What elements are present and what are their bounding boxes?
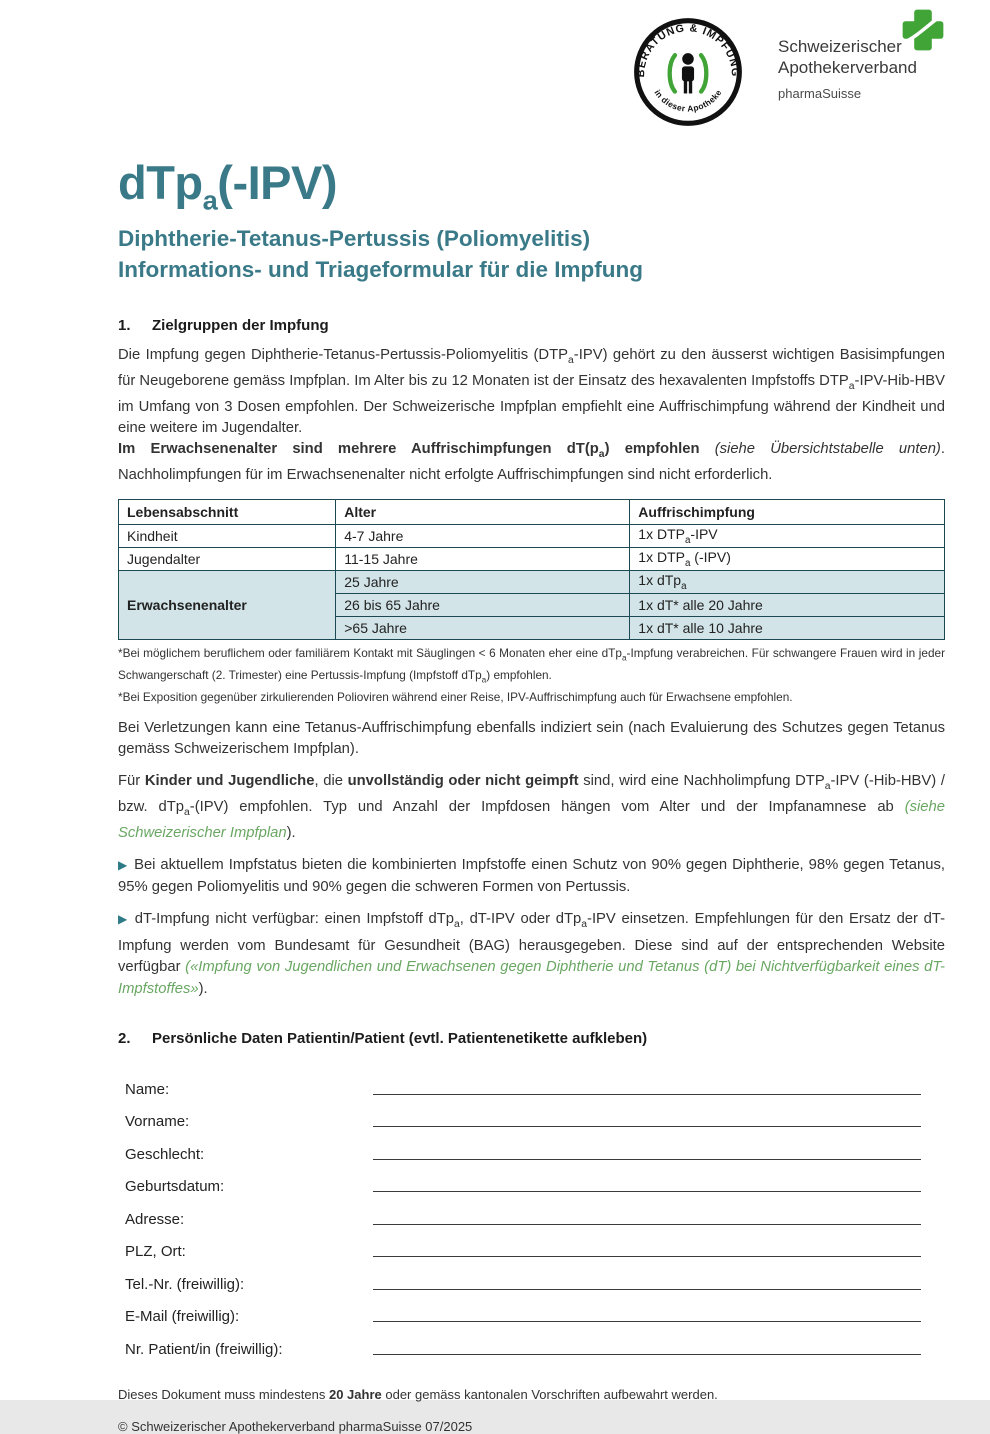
copyright-line: © Schweizerischer Apothekerverband pharmaSuisse 07/2025 [118,1418,473,1434]
form-field-email [118,1295,945,1328]
bullet-schutzwirkung [118,855,945,898]
field-label-adresse: Adresse: [125,1210,185,1228]
field-label-plz-ort: PLZ, Ort: [125,1243,186,1261]
field-label-email: E-Mail (freiwillig): [125,1308,240,1326]
section1-number: 1. [118,317,131,335]
bullet-schutzwirkung-text: Bei aktuellem Impfstatus bieten die kombinierten Impfstoffe einen Schutz von 90% gegen Diphtherie, 98% gegen Tetanus, 95% gegen Poliomyelitis und 90% gegen die schweren Formen von Pertussis. [118,857,945,895]
footnote-polio: *Bei Exposition gegenüber zirkulierenden Polioviren während einer Reise, IPV-Auffrischimpfung auch für Erwachsene empfohlen. [118,689,793,704]
form-field-patientennummer [118,1327,945,1360]
stamp-top-text: BERATUNG & IMPFUNG [634,22,742,78]
bullet-dt-ersatz-text: dT-Impfung nicht verfügbar: einen Impfstoff dTp$_a$, dT-IPV oder dTp$_a$-IPV einsetzen. Empfehlungen für den Ersatz der dT-Impfung werden vom Bundesamt für Gesundheit (BAG) herausgegeben. Diese sind auf der entsprechenden Website verfügbar («Impfung von Jugendlichen und Erwachsenen gegen Diphtherie und Tetanus (dT) bei Nichtverfügbarkeit eines dT-Impfstoffes»). [118,911,945,997]
org-name-line3: pharmaSuisse [778,85,862,101]
field-input-line-geschlecht[interactable] [373,1158,921,1160]
table-row-kindheit [119,525,945,548]
booster-schedule-table [118,499,945,640]
org-name-line1: Schweizerischer [778,37,902,56]
paragraph-verletzungen: Bei Verletzungen kann eine Tetanus-Auffrischimpfung ebenfalls indiziert sein (nach Evaluierung des Schutzes gegen Tetanus gemäss Schweizerischem Impfplan). [118,720,945,758]
bullet-dt-ersatz [118,909,945,1000]
arrow-bullet-icon: ▶ [118,858,129,873]
form-field-name [118,1067,945,1100]
section2-heading [118,1030,945,1047]
section2-number: 2. [118,1030,131,1048]
field-input-line-telefon[interactable] [373,1288,921,1290]
field-label-name: Name: [125,1080,170,1098]
field-input-line-plz-ort[interactable] [373,1255,921,1257]
field-label-telefon: Tel.-Nr. (freiwillig): [125,1275,245,1293]
cell-alter: 26 bis 65 Jahre [336,594,630,617]
table-footnotes [118,645,945,705]
arrow-bullet-icon: ▶ [118,912,129,927]
subtitle-disease: Diphtherie-Tetanus-Pertussis (Poliomyelitis) [118,226,591,252]
cell-lebensabschnitt: Kindheit [119,525,336,548]
table-row-jugendalter [119,548,945,571]
field-input-line-vorname[interactable] [373,1125,921,1127]
field-input-line-email[interactable] [373,1320,921,1322]
page-title: dTp$_a$(-IPV) [118,156,338,216]
section1-heading [118,317,945,334]
pharmasuisse-cross-icon [901,8,945,52]
col-header-lebensabschnitt: Lebensabschnitt [119,500,336,525]
cell-auffrischimpfung: 1x dT* alle 20 Jahre [630,594,945,617]
field-label-geburtsdatum: Geburtsdatum: [125,1178,225,1196]
field-input-line-name[interactable] [373,1093,921,1095]
cell-auffrischimpfung: 1x $DTP_a$ (-IPV) [630,548,945,571]
beratung-impfung-stamp-icon [632,16,744,128]
stamp-bottom-text: in dieser Apotheke [652,87,724,114]
section1-heading-text: Zielgruppen der Impfung [152,317,329,335]
col-header-alter: Alter [336,500,630,525]
cell-lebensabschnitt: Jugendalter [119,548,336,571]
table-header-row [119,500,945,525]
field-label-vorname: Vorname: [125,1113,190,1131]
field-label-patientennummer: Nr. Patient/in (freiwillig): [125,1340,283,1358]
form-field-vorname [118,1100,945,1133]
footnote-pertussis: *Bei möglichem beruflichem oder familiärem Kontakt mit Säuglingen < 6 Monaten eher eine dTp$_a$-Impfung verabreichen. Für schwangere Frauen wird in jeder Schwangerschaft (2. Trimester) eine Pertussis-Impfung (Impfstoff dTp$_a$) empfohlen. [118,646,945,685]
cell-alter: 11-15 Jahre [336,548,630,571]
paragraph-nachholimpfung: Für Kinder und Jugendliche, die unvollständig oder nicht geimpft sind, wird eine Nachholimpfung $DTP_a$-IPV (-Hib-HBV) / bzw. dTp$_a$-(IPV) empfohlen. Typ und Anzahl der Impfdosen hängen vom Alter und der Impfanamnese ab (siehe Schweizerischer Impfplan). [118,773,945,842]
cell-alter: 25 Jahre [336,571,630,594]
section1-paragraph-basisimpfung: Die Impfung gegen Diphtherie-Tetanus-Pertussis-Poliomyelitis $(DTP_a-IPV)$ gehört zu den äusserst wichtigen Basisimpfungen für Neugeborene gemäss Impfplan. Im Alter bis zu 12 Monaten ist der Einsatz des hexavalenten Impfstoffs $DTP_a-IPV-Hib$-HBV im Umfang von 3 Dosen empfohlen. Der Schweizerische Impfplan empfiehlt eine Auffrischimpfung während der Kindheit und eine weitere im Jugendalter. [118,347,945,437]
retention-note: Dieses Dokument muss mindestens 20 Jahre oder gemäss kantonalen Vorschriften aufbewahrt werden. [118,1386,718,1402]
table-row-erwachsene-25 [119,571,945,594]
field-input-line-patientennummer[interactable] [373,1353,921,1355]
cell-erwachsenenalter-label: Erwachsenenalter [119,571,336,640]
section1-paragraph-erwachsene: Im Erwachsenenalter sind mehrere Auffrischimpfungen $dT(p_a)$ empfohlen (siehe Übersichtstabelle unten). Nachholimpfungen für im Erwachsenenalter nicht erfolgte Auffrischimpfungen sind nicht erforderlich. [118,441,945,484]
field-input-line-adresse[interactable] [373,1223,921,1225]
header [118,0,945,132]
section2-heading-text: Persönliche Daten Patientin/Patient (evtl. Patientenetikette aufkleben) [152,1030,648,1048]
org-name-line2: Apothekerverband [778,58,917,78]
form-field-telefon [118,1262,945,1295]
field-input-line-geburtsdatum[interactable] [373,1190,921,1192]
cell-alter: 4-7 Jahre [336,525,630,548]
col-header-auffrischimpfung: Auffrischimpfung [630,500,945,525]
cell-auffrischimpfung: 1x $DTP_a$-IPV [630,525,945,548]
form-field-adresse [118,1197,945,1230]
field-label-geschlecht: Geschlecht: [125,1145,205,1163]
form-field-geschlecht [118,1132,945,1165]
form-field-plz-ort [118,1230,945,1263]
form-field-geburtsdatum [118,1165,945,1198]
cell-auffrischimpfung: 1x dTp$_a$ [630,571,945,594]
subtitle-form-type: Informations- und Triageformular für die Impfung [118,257,644,283]
cell-auffrischimpfung: 1x dT* alle 10 Jahre [630,617,945,640]
patient-data-form [118,1067,945,1360]
cell-alter: >65 Jahre [336,617,630,640]
